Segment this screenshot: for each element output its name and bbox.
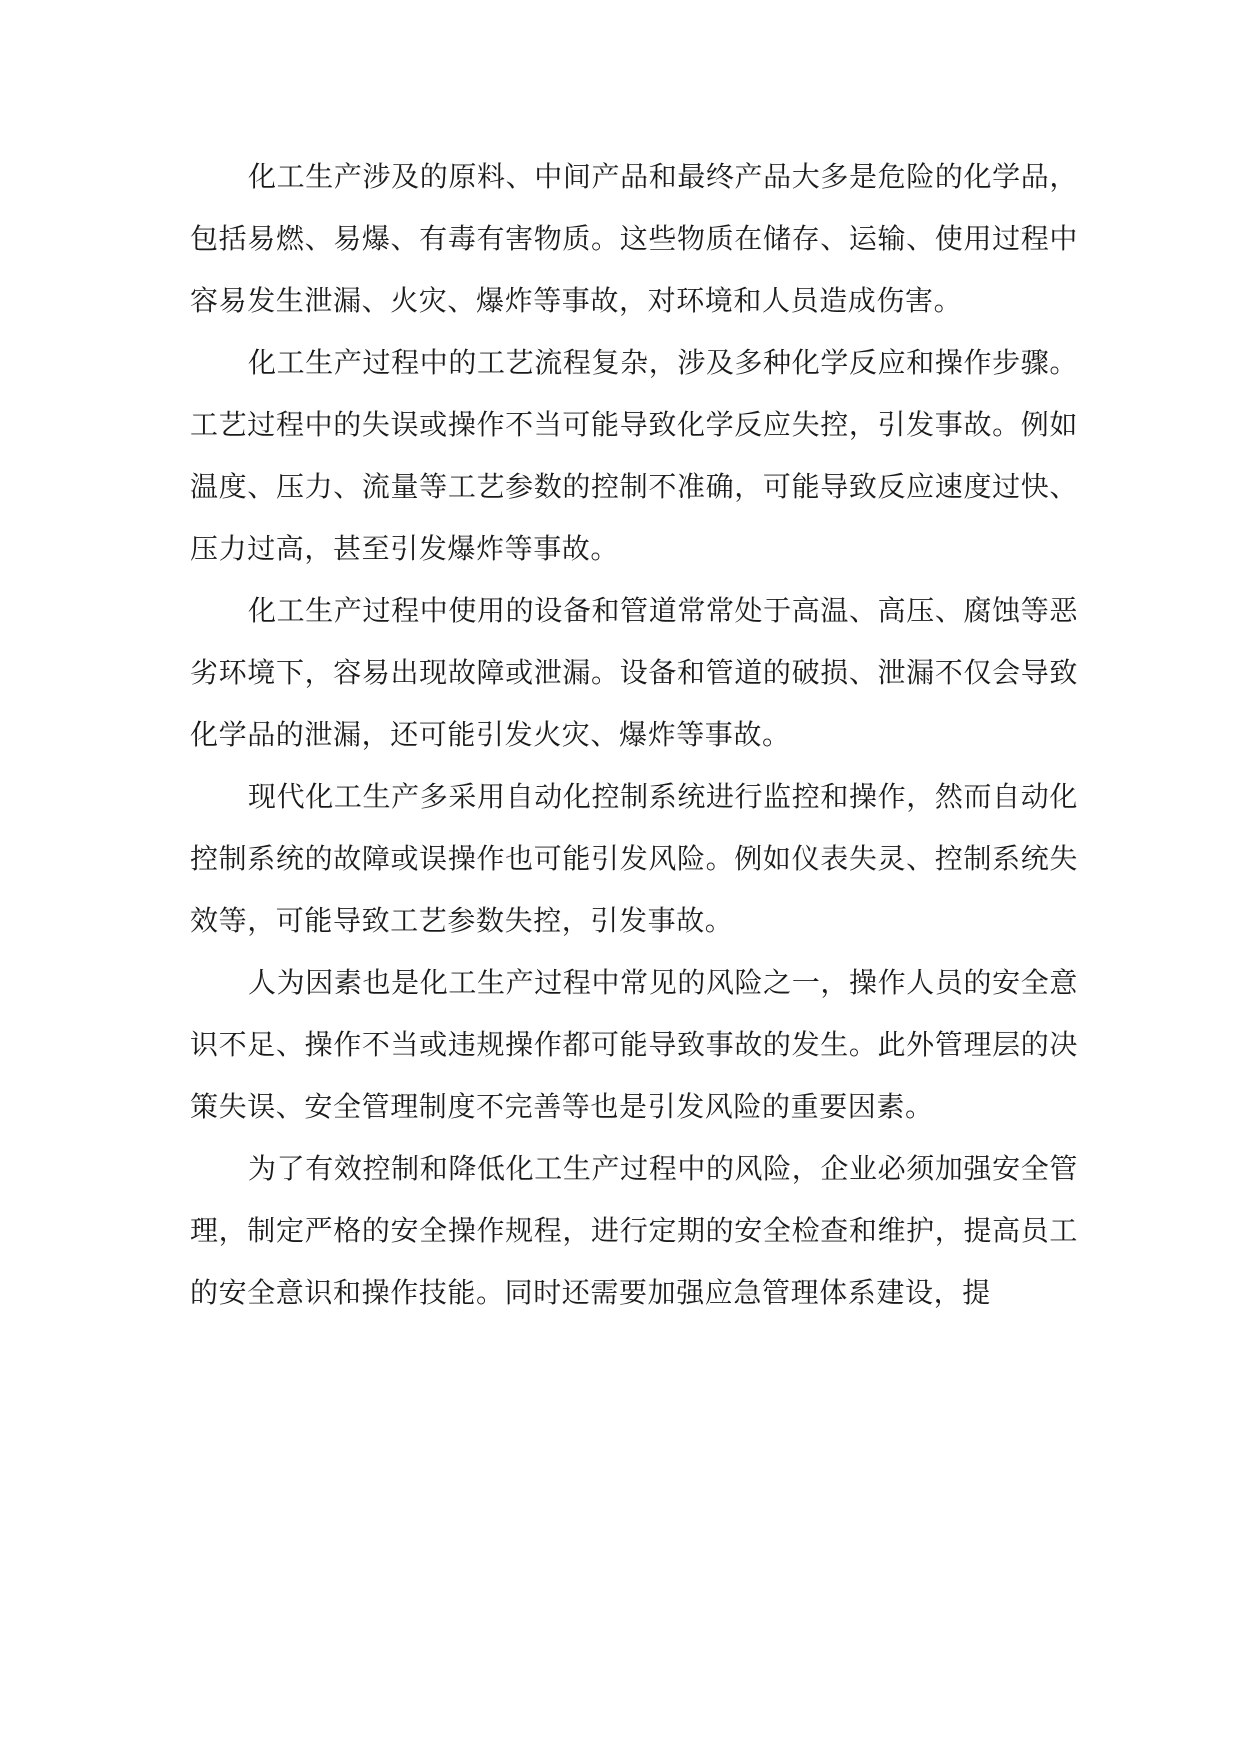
paragraph-process-complexity: 化工生产过程中的工艺流程复杂，涉及多种化学反应和操作步骤。工艺过程中的失误或操作不当可能导致化学反应失控，引发事故。例如温度、压力、流量等工艺参数的控制不准确，可能导致反应速度过快、压力过高，甚至引发爆炸等事故。 [190, 346, 1078, 565]
document-body [190, 146, 1078, 1324]
paragraph-human-factors: 人为因素也是化工生产过程中常见的风险之一，操作人员的安全意识不足、操作不当或违规操作都可能导致事故的发生。此外管理层的决策失误、安全管理制度不完善等也是引发风险的重要因素。 [190, 966, 1078, 1123]
paragraph-automation-control: 现代化工生产多采用自动化控制系统进行监控和操作，然而自动化控制系统的故障或误操作也可能引发风险。例如仪表失灵、控制系统失效等，可能导致工艺参数失控，引发事故。 [190, 780, 1078, 937]
paragraph-risk-control-measures: 为了有效控制和降低化工生产过程中的风险，企业必须加强安全管理，制定严格的安全操作规程，进行定期的安全检查和维护，提高员工的安全意识和操作技能。同时还需要加强应急管理体系建设，提 [190, 1152, 1078, 1309]
paragraph-raw-material-hazards: 化工生产涉及的原料、中间产品和最终产品大多是危险的化学品，包括易燃、易爆、有毒有害物质。这些物质在储存、运输、使用过程中容易发生泄漏、火灾、爆炸等事故，对环境和人员造成伤害。 [190, 160, 1078, 317]
paragraph-equipment-pipeline: 化工生产过程中使用的设备和管道常常处于高温、高压、腐蚀等恶劣环境下，容易出现故障或泄漏。设备和管道的破损、泄漏不仅会导致化学品的泄漏，还可能引发火灾、爆炸等事故。 [190, 594, 1078, 751]
